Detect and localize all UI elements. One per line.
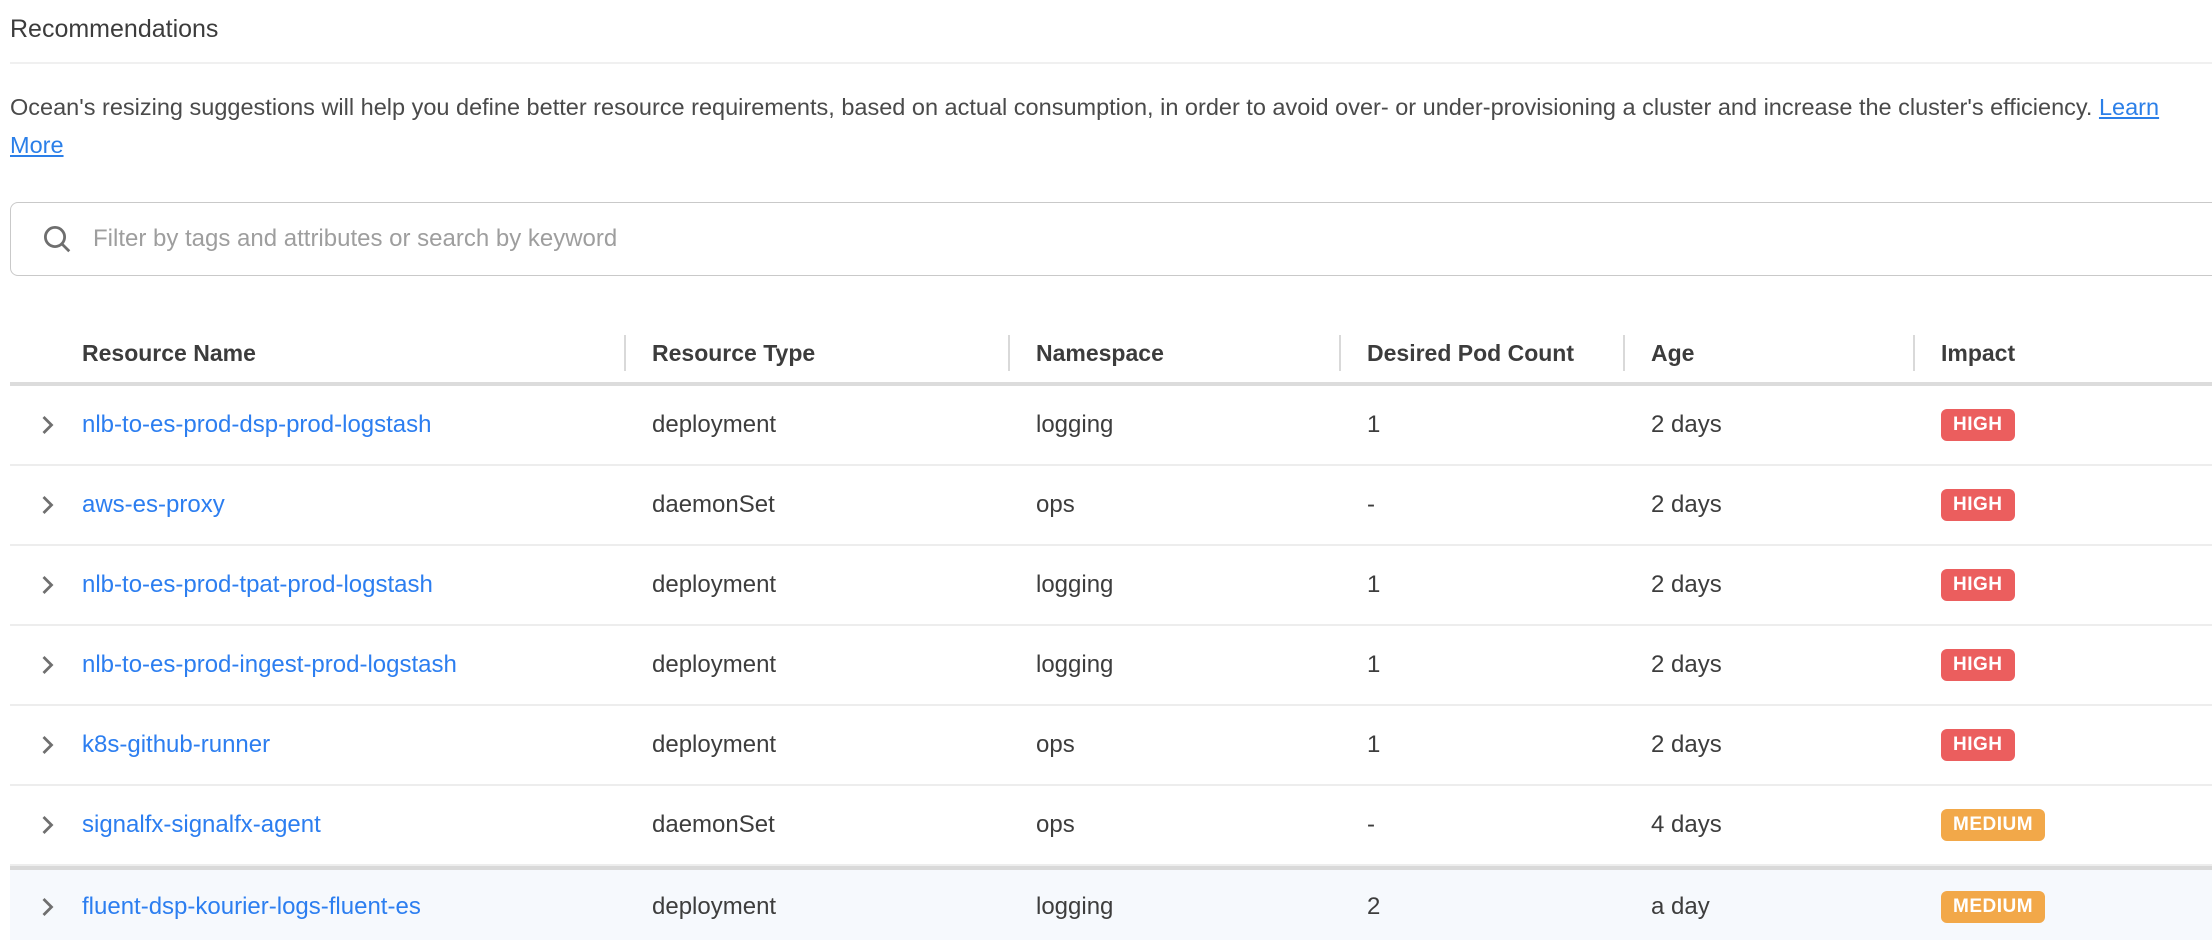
expand-row-button[interactable] bbox=[10, 493, 82, 517]
column-header-age: Age bbox=[1623, 324, 1913, 382]
desired-pod-count-cell: - bbox=[1367, 811, 1375, 838]
title-divider bbox=[10, 62, 2212, 64]
impact-badge: HIGH bbox=[1941, 569, 2015, 601]
page-title: Recommendations bbox=[10, 15, 219, 43]
resource-type-cell: deployment bbox=[652, 651, 777, 678]
chevron-right-icon bbox=[36, 733, 60, 757]
namespace-cell: ops bbox=[1036, 731, 1075, 758]
impact-badge: MEDIUM bbox=[1941, 809, 2045, 841]
desired-pod-count-cell: 1 bbox=[1367, 731, 1381, 758]
age-cell: 2 days bbox=[1651, 411, 1722, 438]
resource-name-link[interactable]: nlb-to-es-prod-ingest-prod-logstash bbox=[82, 651, 457, 678]
table-row bbox=[10, 466, 2212, 546]
column-header-desired-pod-count: Desired Pod Count bbox=[1339, 324, 1623, 382]
resource-type-cell: deployment bbox=[652, 571, 777, 598]
namespace-cell: logging bbox=[1036, 411, 1114, 438]
description-text bbox=[10, 88, 2206, 164]
filter-search-bar[interactable] bbox=[10, 202, 2212, 276]
table-row bbox=[10, 546, 2212, 626]
table-row bbox=[10, 626, 2212, 706]
resource-type-cell: deployment bbox=[652, 731, 777, 758]
desired-pod-count-cell: 2 bbox=[1367, 893, 1381, 920]
resource-name-link[interactable]: aws-es-proxy bbox=[82, 491, 225, 518]
expand-row-button[interactable] bbox=[10, 813, 82, 837]
resource-type-cell: daemonSet bbox=[652, 491, 775, 518]
expand-row-button[interactable] bbox=[10, 653, 82, 677]
expand-row-button[interactable] bbox=[10, 733, 82, 757]
resource-name-link[interactable]: k8s-github-runner bbox=[82, 731, 271, 758]
resource-name-link[interactable]: nlb-to-es-prod-tpat-prod-logstash bbox=[82, 571, 433, 598]
column-header-resource-name: Resource Name bbox=[82, 339, 256, 366]
resource-type-cell: daemonSet bbox=[652, 811, 775, 838]
namespace-cell: logging bbox=[1036, 651, 1114, 678]
age-cell: 2 days bbox=[1651, 491, 1722, 518]
desired-pod-count-cell: 1 bbox=[1367, 651, 1381, 678]
chevron-right-icon bbox=[36, 813, 60, 837]
table-row bbox=[10, 866, 2212, 940]
age-cell: 2 days bbox=[1651, 651, 1722, 678]
table-row bbox=[10, 786, 2212, 866]
age-cell: 4 days bbox=[1651, 811, 1722, 838]
namespace-cell: ops bbox=[1036, 491, 1075, 518]
column-header-impact: Impact bbox=[1913, 324, 2212, 382]
age-cell: 2 days bbox=[1651, 571, 1722, 598]
namespace-cell: logging bbox=[1036, 893, 1114, 920]
table-row bbox=[10, 386, 2212, 466]
resource-type-cell: deployment bbox=[652, 893, 777, 920]
chevron-right-icon bbox=[36, 653, 60, 677]
description-body: Ocean's resizing suggestions will help you define better resource requirements, based on actual consumption, in order to avoid over- or under-provisioning a cluster and increase the cluster's efficiency. bbox=[10, 94, 2093, 120]
impact-badge: HIGH bbox=[1941, 489, 2015, 521]
resource-type-cell: deployment bbox=[652, 411, 777, 438]
namespace-cell: ops bbox=[1036, 811, 1075, 838]
search-input[interactable] bbox=[93, 225, 2212, 253]
resource-name-link[interactable]: nlb-to-es-prod-dsp-prod-logstash bbox=[82, 411, 432, 438]
chevron-right-icon bbox=[36, 895, 60, 919]
resource-name-link[interactable]: fluent-dsp-kourier-logs-fluent-es bbox=[82, 893, 421, 920]
chevron-right-icon bbox=[36, 493, 60, 517]
impact-badge: HIGH bbox=[1941, 649, 2015, 681]
column-header-namespace: Namespace bbox=[1008, 324, 1339, 382]
impact-badge: MEDIUM bbox=[1941, 891, 2045, 923]
table-body bbox=[10, 386, 2212, 940]
table-header-row bbox=[10, 324, 2212, 386]
expand-row-button[interactable] bbox=[10, 895, 82, 919]
desired-pod-count-cell: 1 bbox=[1367, 411, 1381, 438]
expand-row-button[interactable] bbox=[10, 413, 82, 437]
age-cell: 2 days bbox=[1651, 731, 1722, 758]
table-row bbox=[10, 706, 2212, 786]
column-header-expand bbox=[10, 324, 82, 382]
recommendations-table bbox=[10, 324, 2212, 940]
resource-name-link[interactable]: signalfx-signalfx-agent bbox=[82, 811, 321, 838]
desired-pod-count-cell: 1 bbox=[1367, 571, 1381, 598]
column-header-resource-type: Resource Type bbox=[624, 324, 1008, 382]
impact-badge: HIGH bbox=[1941, 409, 2015, 441]
search-icon bbox=[41, 223, 73, 255]
impact-badge: HIGH bbox=[1941, 729, 2015, 761]
age-cell: a day bbox=[1651, 893, 1710, 920]
namespace-cell: logging bbox=[1036, 571, 1114, 598]
learn-more-link[interactable]: Learn More bbox=[10, 94, 2160, 158]
chevron-right-icon bbox=[36, 573, 60, 597]
chevron-right-icon bbox=[36, 413, 60, 437]
desired-pod-count-cell: - bbox=[1367, 491, 1375, 518]
expand-row-button[interactable] bbox=[10, 573, 82, 597]
